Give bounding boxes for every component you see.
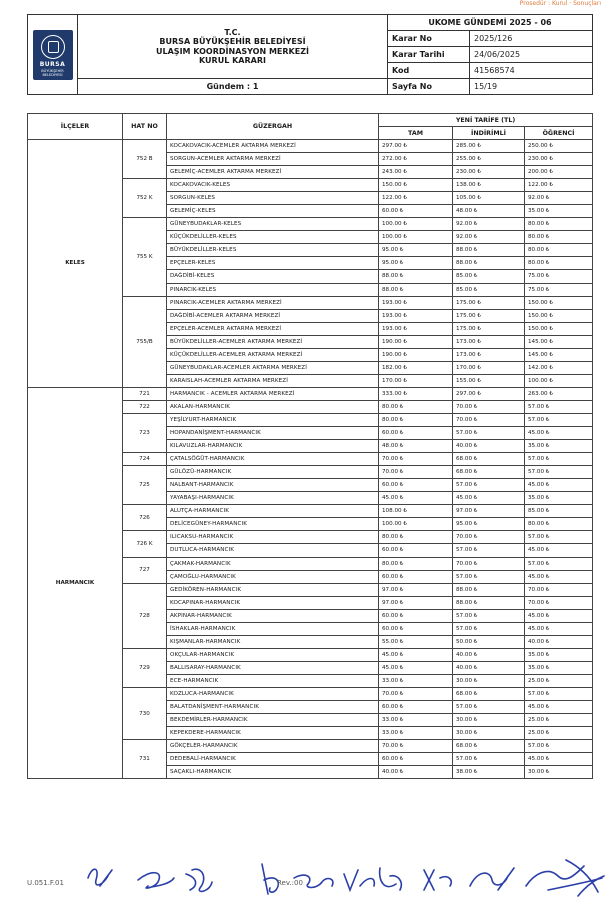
full-fare-cell: 60.00 ₺ xyxy=(379,570,453,583)
full-fare-cell: 60.00 ₺ xyxy=(379,479,453,492)
district-cell: HARMANCIK xyxy=(28,387,123,778)
discounted-fare-cell: 30.00 ₺ xyxy=(453,674,525,687)
signatures xyxy=(78,856,605,900)
route-cell: AKALAN-HARMANCIK xyxy=(167,400,379,413)
signature-9 xyxy=(470,868,514,890)
full-fare-cell: 60.00 ₺ xyxy=(379,205,453,218)
decision-no-value: 2025/126 xyxy=(470,31,593,47)
student-fare-cell: 25.00 ₺ xyxy=(525,674,593,687)
line-no-cell: 755 K xyxy=(123,218,167,296)
full-fare-cell: 70.00 ₺ xyxy=(379,466,453,479)
student-fare-cell: 57.00 ₺ xyxy=(525,413,593,426)
line-no-cell: 723 xyxy=(123,413,167,452)
discounted-fare-cell: 48.00 ₺ xyxy=(453,205,525,218)
full-fare-cell: 170.00 ₺ xyxy=(379,374,453,387)
full-fare-cell: 272.00 ₺ xyxy=(379,153,453,166)
student-fare-cell: 30.00 ₺ xyxy=(525,766,593,779)
discounted-fare-cell: 40.00 ₺ xyxy=(453,648,525,661)
signature-8 xyxy=(424,870,451,890)
discounted-fare-cell: 30.00 ₺ xyxy=(453,714,525,727)
discounted-fare-cell: 297.00 ₺ xyxy=(453,387,525,400)
student-fare-cell: 75.00 ₺ xyxy=(525,283,593,296)
logo-text: BURSA xyxy=(39,60,66,68)
discounted-fare-cell: 57.00 ₺ xyxy=(453,622,525,635)
student-fare-cell: 142.00 ₺ xyxy=(525,361,593,374)
student-fare-cell: 57.00 ₺ xyxy=(525,531,593,544)
discounted-fare-cell: 57.00 ₺ xyxy=(453,479,525,492)
table-row xyxy=(28,387,593,400)
route-cell: GEDİKÖREN-HARMANCIK xyxy=(167,583,379,596)
full-fare-cell: 95.00 ₺ xyxy=(379,257,453,270)
student-fare-cell: 80.00 ₺ xyxy=(525,518,593,531)
route-cell: KOCAKOVACIK-ACEMLER AKTARMA MERKEZİ xyxy=(167,140,379,153)
full-fare-cell: 100.00 ₺ xyxy=(379,218,453,231)
line-no-cell: 731 xyxy=(123,740,167,779)
line-no-cell: 726 xyxy=(123,505,167,531)
signature-7 xyxy=(380,868,402,890)
page-no-label: Sayfa No xyxy=(388,79,470,95)
route-cell: SAÇAKLI-HARMANCIK xyxy=(167,766,379,779)
student-fare-cell: 35.00 ₺ xyxy=(525,492,593,505)
route-cell: KOCAKOVACIK-KELES xyxy=(167,179,379,192)
emblem-icon xyxy=(41,35,65,59)
student-fare-cell: 57.00 ₺ xyxy=(525,400,593,413)
signature-4 xyxy=(262,864,278,894)
full-fare-cell: 297.00 ₺ xyxy=(379,140,453,153)
col-new-fare: YENİ TARİFE (TL) xyxy=(379,114,593,127)
decision-date-label: Karar Tarihi xyxy=(388,47,470,63)
full-fare-cell: 108.00 ₺ xyxy=(379,505,453,518)
full-fare-cell: 60.00 ₺ xyxy=(379,609,453,622)
col-discounted: İNDİRİMLİ xyxy=(453,127,525,140)
student-fare-cell: 100.00 ₺ xyxy=(525,374,593,387)
student-fare-cell: 45.00 ₺ xyxy=(525,753,593,766)
full-fare-cell: 80.00 ₺ xyxy=(379,413,453,426)
route-cell: GÖKÇELER-HARMANCIK xyxy=(167,740,379,753)
district-cell: KELES xyxy=(28,140,123,388)
student-fare-cell: 80.00 ₺ xyxy=(525,231,593,244)
fare-table-header xyxy=(28,114,593,140)
full-fare-cell: 95.00 ₺ xyxy=(379,244,453,257)
full-fare-cell: 48.00 ₺ xyxy=(379,440,453,453)
full-fare-cell: 45.00 ₺ xyxy=(379,661,453,674)
student-fare-cell: 57.00 ₺ xyxy=(525,466,593,479)
col-route: GÜZERGAH xyxy=(167,114,379,140)
signature-6 xyxy=(344,870,374,890)
full-fare-cell: 333.00 ₺ xyxy=(379,387,453,400)
full-fare-cell: 190.00 ₺ xyxy=(379,348,453,361)
student-fare-cell: 145.00 ₺ xyxy=(525,348,593,361)
agenda-title: UKOME GÜNDEMİ 2025 - 06 xyxy=(388,15,593,31)
route-cell: GÜNEYBUDAKLAR-KELES xyxy=(167,218,379,231)
line-no-cell: 722 xyxy=(123,400,167,413)
discounted-fare-cell: 92.00 ₺ xyxy=(453,231,525,244)
discounted-fare-cell: 40.00 ₺ xyxy=(453,440,525,453)
route-cell: ECE-HARMANCIK xyxy=(167,674,379,687)
org-line-3: ULAŞIM KOORDİNASYON MERKEZİ xyxy=(156,46,309,56)
full-fare-cell: 60.00 ₺ xyxy=(379,701,453,714)
line-no-cell: 730 xyxy=(123,687,167,739)
student-fare-cell: 70.00 ₺ xyxy=(525,583,593,596)
discounted-fare-cell: 68.00 ₺ xyxy=(453,466,525,479)
student-fare-cell: 35.00 ₺ xyxy=(525,661,593,674)
student-fare-cell: 150.00 ₺ xyxy=(525,309,593,322)
student-fare-cell: 45.00 ₺ xyxy=(525,570,593,583)
agenda-item: Gündem : 1 xyxy=(78,79,388,95)
route-cell: GELEMİÇ-KELES xyxy=(167,205,379,218)
full-fare-cell: 243.00 ₺ xyxy=(379,166,453,179)
full-fare-cell: 70.00 ₺ xyxy=(379,740,453,753)
route-cell: DUTLUCA-HARMANCIK xyxy=(167,544,379,557)
student-fare-cell: 75.00 ₺ xyxy=(525,270,593,283)
discounted-fare-cell: 138.00 ₺ xyxy=(453,179,525,192)
route-cell: PINARCIK-KELES xyxy=(167,283,379,296)
student-fare-cell: 150.00 ₺ xyxy=(525,296,593,309)
full-fare-cell: 122.00 ₺ xyxy=(379,192,453,205)
discounted-fare-cell: 68.00 ₺ xyxy=(453,453,525,466)
revision-label: Rev.:00 xyxy=(277,879,303,887)
discounted-fare-cell: 88.00 ₺ xyxy=(453,244,525,257)
document-header xyxy=(27,14,593,95)
discounted-fare-cell: 50.00 ₺ xyxy=(453,635,525,648)
discounted-fare-cell: 88.00 ₺ xyxy=(453,596,525,609)
full-fare-cell: 193.00 ₺ xyxy=(379,322,453,335)
discounted-fare-cell: 105.00 ₺ xyxy=(453,192,525,205)
full-fare-cell: 190.00 ₺ xyxy=(379,335,453,348)
student-fare-cell: 145.00 ₺ xyxy=(525,335,593,348)
full-fare-cell: 193.00 ₺ xyxy=(379,296,453,309)
full-fare-cell: 88.00 ₺ xyxy=(379,270,453,283)
line-no-cell: 727 xyxy=(123,557,167,583)
discounted-fare-cell: 255.00 ₺ xyxy=(453,153,525,166)
discounted-fare-cell: 57.00 ₺ xyxy=(453,609,525,622)
full-fare-cell: 182.00 ₺ xyxy=(379,361,453,374)
signature-10 xyxy=(526,866,602,890)
decision-no-label: Karar No xyxy=(388,31,470,47)
route-cell: GÜLÖZÜ-HARMANCIK xyxy=(167,466,379,479)
decision-date-value: 24/06/2025 xyxy=(470,47,593,63)
student-fare-cell: 35.00 ₺ xyxy=(525,440,593,453)
line-no-cell: 725 xyxy=(123,466,167,505)
signature-11 xyxy=(566,860,604,896)
discounted-fare-cell: 70.00 ₺ xyxy=(453,531,525,544)
full-fare-cell: 70.00 ₺ xyxy=(379,687,453,700)
full-fare-cell: 80.00 ₺ xyxy=(379,400,453,413)
route-cell: NALBANT-HARMANCIK xyxy=(167,479,379,492)
org-line-4: KURUL KARARI xyxy=(199,56,266,65)
line-no-cell: 752 K xyxy=(123,179,167,218)
discounted-fare-cell: 170.00 ₺ xyxy=(453,361,525,374)
full-fare-cell: 60.00 ₺ xyxy=(379,753,453,766)
discounted-fare-cell: 30.00 ₺ xyxy=(453,727,525,740)
discounted-fare-cell: 68.00 ₺ xyxy=(453,740,525,753)
discounted-fare-cell: 155.00 ₺ xyxy=(453,374,525,387)
route-cell: DAĞDİBİ-KELES xyxy=(167,270,379,283)
route-cell: AKPINAR-HARMANCIK xyxy=(167,609,379,622)
discounted-fare-cell: 70.00 ₺ xyxy=(453,400,525,413)
full-fare-cell: 100.00 ₺ xyxy=(379,231,453,244)
discounted-fare-cell: 285.00 ₺ xyxy=(453,140,525,153)
route-cell: KÜÇÜKDELİLLER-ACEMLER AKTARMA MERKEZİ xyxy=(167,348,379,361)
student-fare-cell: 45.00 ₺ xyxy=(525,479,593,492)
student-fare-cell: 45.00 ₺ xyxy=(525,701,593,714)
form-code: U.051.F.01 xyxy=(27,879,64,887)
full-fare-cell: 80.00 ₺ xyxy=(379,531,453,544)
full-fare-cell: 33.00 ₺ xyxy=(379,727,453,740)
route-cell: BALLISARAY-HARMANCIK xyxy=(167,661,379,674)
discounted-fare-cell: 175.00 ₺ xyxy=(453,322,525,335)
discounted-fare-cell: 70.00 ₺ xyxy=(453,413,525,426)
student-fare-cell: 92.00 ₺ xyxy=(525,192,593,205)
full-fare-cell: 97.00 ₺ xyxy=(379,596,453,609)
code-label: Kod xyxy=(388,63,470,79)
discounted-fare-cell: 70.00 ₺ xyxy=(453,557,525,570)
route-cell: İSHAKLAR-HARMANCIK xyxy=(167,622,379,635)
route-cell: KILAVUZLAR-HARMANCIK xyxy=(167,440,379,453)
student-fare-cell: 80.00 ₺ xyxy=(525,257,593,270)
route-cell: DEDEBALİ-HARMANCIK xyxy=(167,753,379,766)
student-fare-cell: 57.00 ₺ xyxy=(525,557,593,570)
route-cell: ILICAKSU-HARMANCIK xyxy=(167,531,379,544)
discounted-fare-cell: 175.00 ₺ xyxy=(453,309,525,322)
discounted-fare-cell: 45.00 ₺ xyxy=(453,492,525,505)
document-title xyxy=(78,15,388,79)
discounted-fare-cell: 88.00 ₺ xyxy=(453,583,525,596)
discounted-fare-cell: 57.00 ₺ xyxy=(453,753,525,766)
line-no-cell: 729 xyxy=(123,648,167,687)
route-cell: GÜNEYBUDAKLAR-ACEMLER AKTARMA MERKEZİ xyxy=(167,361,379,374)
route-cell: DAĞDİBİ-ACEMLER AKTARMA MERKEZİ xyxy=(167,309,379,322)
line-no-cell: 728 xyxy=(123,583,167,648)
student-fare-cell: 80.00 ₺ xyxy=(525,218,593,231)
student-fare-cell: 57.00 ₺ xyxy=(525,740,593,753)
route-cell: YAYABAŞI-HARMANCIK xyxy=(167,492,379,505)
line-no-cell: 755/B xyxy=(123,296,167,387)
full-fare-cell: 150.00 ₺ xyxy=(379,179,453,192)
discounted-fare-cell: 38.00 ₺ xyxy=(453,766,525,779)
col-district: İLÇELER xyxy=(28,114,123,140)
route-cell: PINARCIK-ACEMLER AKTARMA MERKEZİ xyxy=(167,296,379,309)
route-cell: GELEMİÇ-ACEMLER AKTARMA MERKEZİ xyxy=(167,166,379,179)
student-fare-cell: 35.00 ₺ xyxy=(525,205,593,218)
full-fare-cell: 45.00 ₺ xyxy=(379,648,453,661)
full-fare-cell: 193.00 ₺ xyxy=(379,309,453,322)
route-cell: OKÇULAR-HARMANCIK xyxy=(167,648,379,661)
discounted-fare-cell: 57.00 ₺ xyxy=(453,570,525,583)
student-fare-cell: 200.00 ₺ xyxy=(525,166,593,179)
signature-2 xyxy=(138,873,174,888)
route-cell: ÇAKMAK-HARMANCIK xyxy=(167,557,379,570)
org-line-1: T.C. xyxy=(224,27,241,37)
student-fare-cell: 35.00 ₺ xyxy=(525,648,593,661)
municipality-logo xyxy=(33,30,73,80)
route-cell: ÇAMOĞLU-HARMANCIK xyxy=(167,570,379,583)
student-fare-cell: 263.00 ₺ xyxy=(525,387,593,400)
code-value: 41568574 xyxy=(470,63,593,79)
route-cell: BÜYÜKDELİLLER-ACEMLER AKTARMA MERKEZİ xyxy=(167,335,379,348)
line-no-cell: 726 K xyxy=(123,531,167,557)
student-fare-cell: 122.00 ₺ xyxy=(525,179,593,192)
discounted-fare-cell: 40.00 ₺ xyxy=(453,661,525,674)
discounted-fare-cell: 85.00 ₺ xyxy=(453,270,525,283)
route-cell: BÜYÜKDELİLLER-KELES xyxy=(167,244,379,257)
student-fare-cell: 25.00 ₺ xyxy=(525,714,593,727)
corner-stamp: Prosedür : Kurul · Sonuçları xyxy=(519,0,601,7)
signature-3 xyxy=(186,869,212,891)
full-fare-cell: 45.00 ₺ xyxy=(379,492,453,505)
student-fare-cell: 45.00 ₺ xyxy=(525,427,593,440)
discounted-fare-cell: 175.00 ₺ xyxy=(453,296,525,309)
full-fare-cell: 97.00 ₺ xyxy=(379,583,453,596)
full-fare-cell: 40.00 ₺ xyxy=(379,766,453,779)
col-line-no: HAT NO xyxy=(123,114,167,140)
student-fare-cell: 40.00 ₺ xyxy=(525,635,593,648)
line-no-cell: 724 xyxy=(123,453,167,466)
col-student: ÖĞRENCİ xyxy=(525,127,593,140)
route-cell: DELİCEGÜNEY-HARMANCIK xyxy=(167,518,379,531)
student-fare-cell: 45.00 ₺ xyxy=(525,609,593,622)
route-cell: HOPANDANİŞMENT-HARMANCIK xyxy=(167,427,379,440)
route-cell: ALUTÇA-HARMANCIK xyxy=(167,505,379,518)
student-fare-cell: 250.00 ₺ xyxy=(525,140,593,153)
logo-subtext: BÜYÜKŞEHİR BELEDİYESİ xyxy=(41,68,64,77)
discounted-fare-cell: 173.00 ₺ xyxy=(453,348,525,361)
route-cell: YEŞİLYURT-HARMANCIK xyxy=(167,413,379,426)
full-fare-cell: 33.00 ₺ xyxy=(379,674,453,687)
discounted-fare-cell: 68.00 ₺ xyxy=(453,687,525,700)
discounted-fare-cell: 57.00 ₺ xyxy=(453,701,525,714)
col-full: TAM xyxy=(379,127,453,140)
student-fare-cell: 45.00 ₺ xyxy=(525,622,593,635)
discounted-fare-cell: 57.00 ₺ xyxy=(453,544,525,557)
discounted-fare-cell: 88.00 ₺ xyxy=(453,257,525,270)
student-fare-cell: 57.00 ₺ xyxy=(525,687,593,700)
org-line-2: BURSA BÜYÜKŞEHİR BELEDİYESİ xyxy=(159,37,306,46)
student-fare-cell: 80.00 ₺ xyxy=(525,244,593,257)
route-cell: SORGUN-KELES xyxy=(167,192,379,205)
discounted-fare-cell: 57.00 ₺ xyxy=(453,427,525,440)
full-fare-cell: 60.00 ₺ xyxy=(379,622,453,635)
discounted-fare-cell: 92.00 ₺ xyxy=(453,218,525,231)
route-cell: KARAISLAH-ACEMLER AKTARMA MERKEZİ xyxy=(167,374,379,387)
student-fare-cell: 85.00 ₺ xyxy=(525,505,593,518)
full-fare-cell: 33.00 ₺ xyxy=(379,714,453,727)
student-fare-cell: 150.00 ₺ xyxy=(525,322,593,335)
full-fare-cell: 80.00 ₺ xyxy=(379,557,453,570)
discounted-fare-cell: 230.00 ₺ xyxy=(453,166,525,179)
route-cell: KÜÇÜKDELİLLER-KELES xyxy=(167,231,379,244)
discounted-fare-cell: 173.00 ₺ xyxy=(453,335,525,348)
route-cell: KOZLUCA-HARMANCIK xyxy=(167,687,379,700)
page-no-value: 15/19 xyxy=(470,79,593,95)
logo-cell xyxy=(28,15,78,95)
student-fare-cell: 25.00 ₺ xyxy=(525,727,593,740)
student-fare-cell: 45.00 ₺ xyxy=(525,544,593,557)
fare-table xyxy=(27,113,593,779)
student-fare-cell: 230.00 ₺ xyxy=(525,153,593,166)
fare-table-body xyxy=(28,140,593,779)
route-cell: KOCAPINAR-HARMANCIK xyxy=(167,596,379,609)
full-fare-cell: 70.00 ₺ xyxy=(379,453,453,466)
route-cell: EPÇELER-KELES xyxy=(167,257,379,270)
full-fare-cell: 60.00 ₺ xyxy=(379,427,453,440)
full-fare-cell: 60.00 ₺ xyxy=(379,544,453,557)
discounted-fare-cell: 85.00 ₺ xyxy=(453,283,525,296)
route-cell: EPÇELER-ACEMLER AKTARMA MERKEZİ xyxy=(167,322,379,335)
signature-1 xyxy=(88,869,112,886)
route-cell: SORGUN-ACEMLER AKTARMA MERKEZİ xyxy=(167,153,379,166)
route-cell: HARMANCIK - ACEMLER AKTARMA MERKEZİ xyxy=(167,387,379,400)
full-fare-cell: 55.00 ₺ xyxy=(379,635,453,648)
discounted-fare-cell: 95.00 ₺ xyxy=(453,518,525,531)
discounted-fare-cell: 97.00 ₺ xyxy=(453,505,525,518)
route-cell: BEKDEMİRLER-HARMANCIK xyxy=(167,714,379,727)
table-row xyxy=(28,140,593,153)
route-cell: KEPEKDERE-HARMANCIK xyxy=(167,727,379,740)
line-no-cell: 721 xyxy=(123,387,167,400)
route-cell: BALATDANİŞMENT-HARMANCIK xyxy=(167,701,379,714)
route-cell: KIŞMANLAR-HARMANCIK xyxy=(167,635,379,648)
full-fare-cell: 88.00 ₺ xyxy=(379,283,453,296)
route-cell: ÇATALSÖĞÜT-HARMANCIK xyxy=(167,453,379,466)
student-fare-cell: 57.00 ₺ xyxy=(525,453,593,466)
line-no-cell: 752 B xyxy=(123,140,167,179)
full-fare-cell: 100.00 ₺ xyxy=(379,518,453,531)
student-fare-cell: 70.00 ₺ xyxy=(525,596,593,609)
